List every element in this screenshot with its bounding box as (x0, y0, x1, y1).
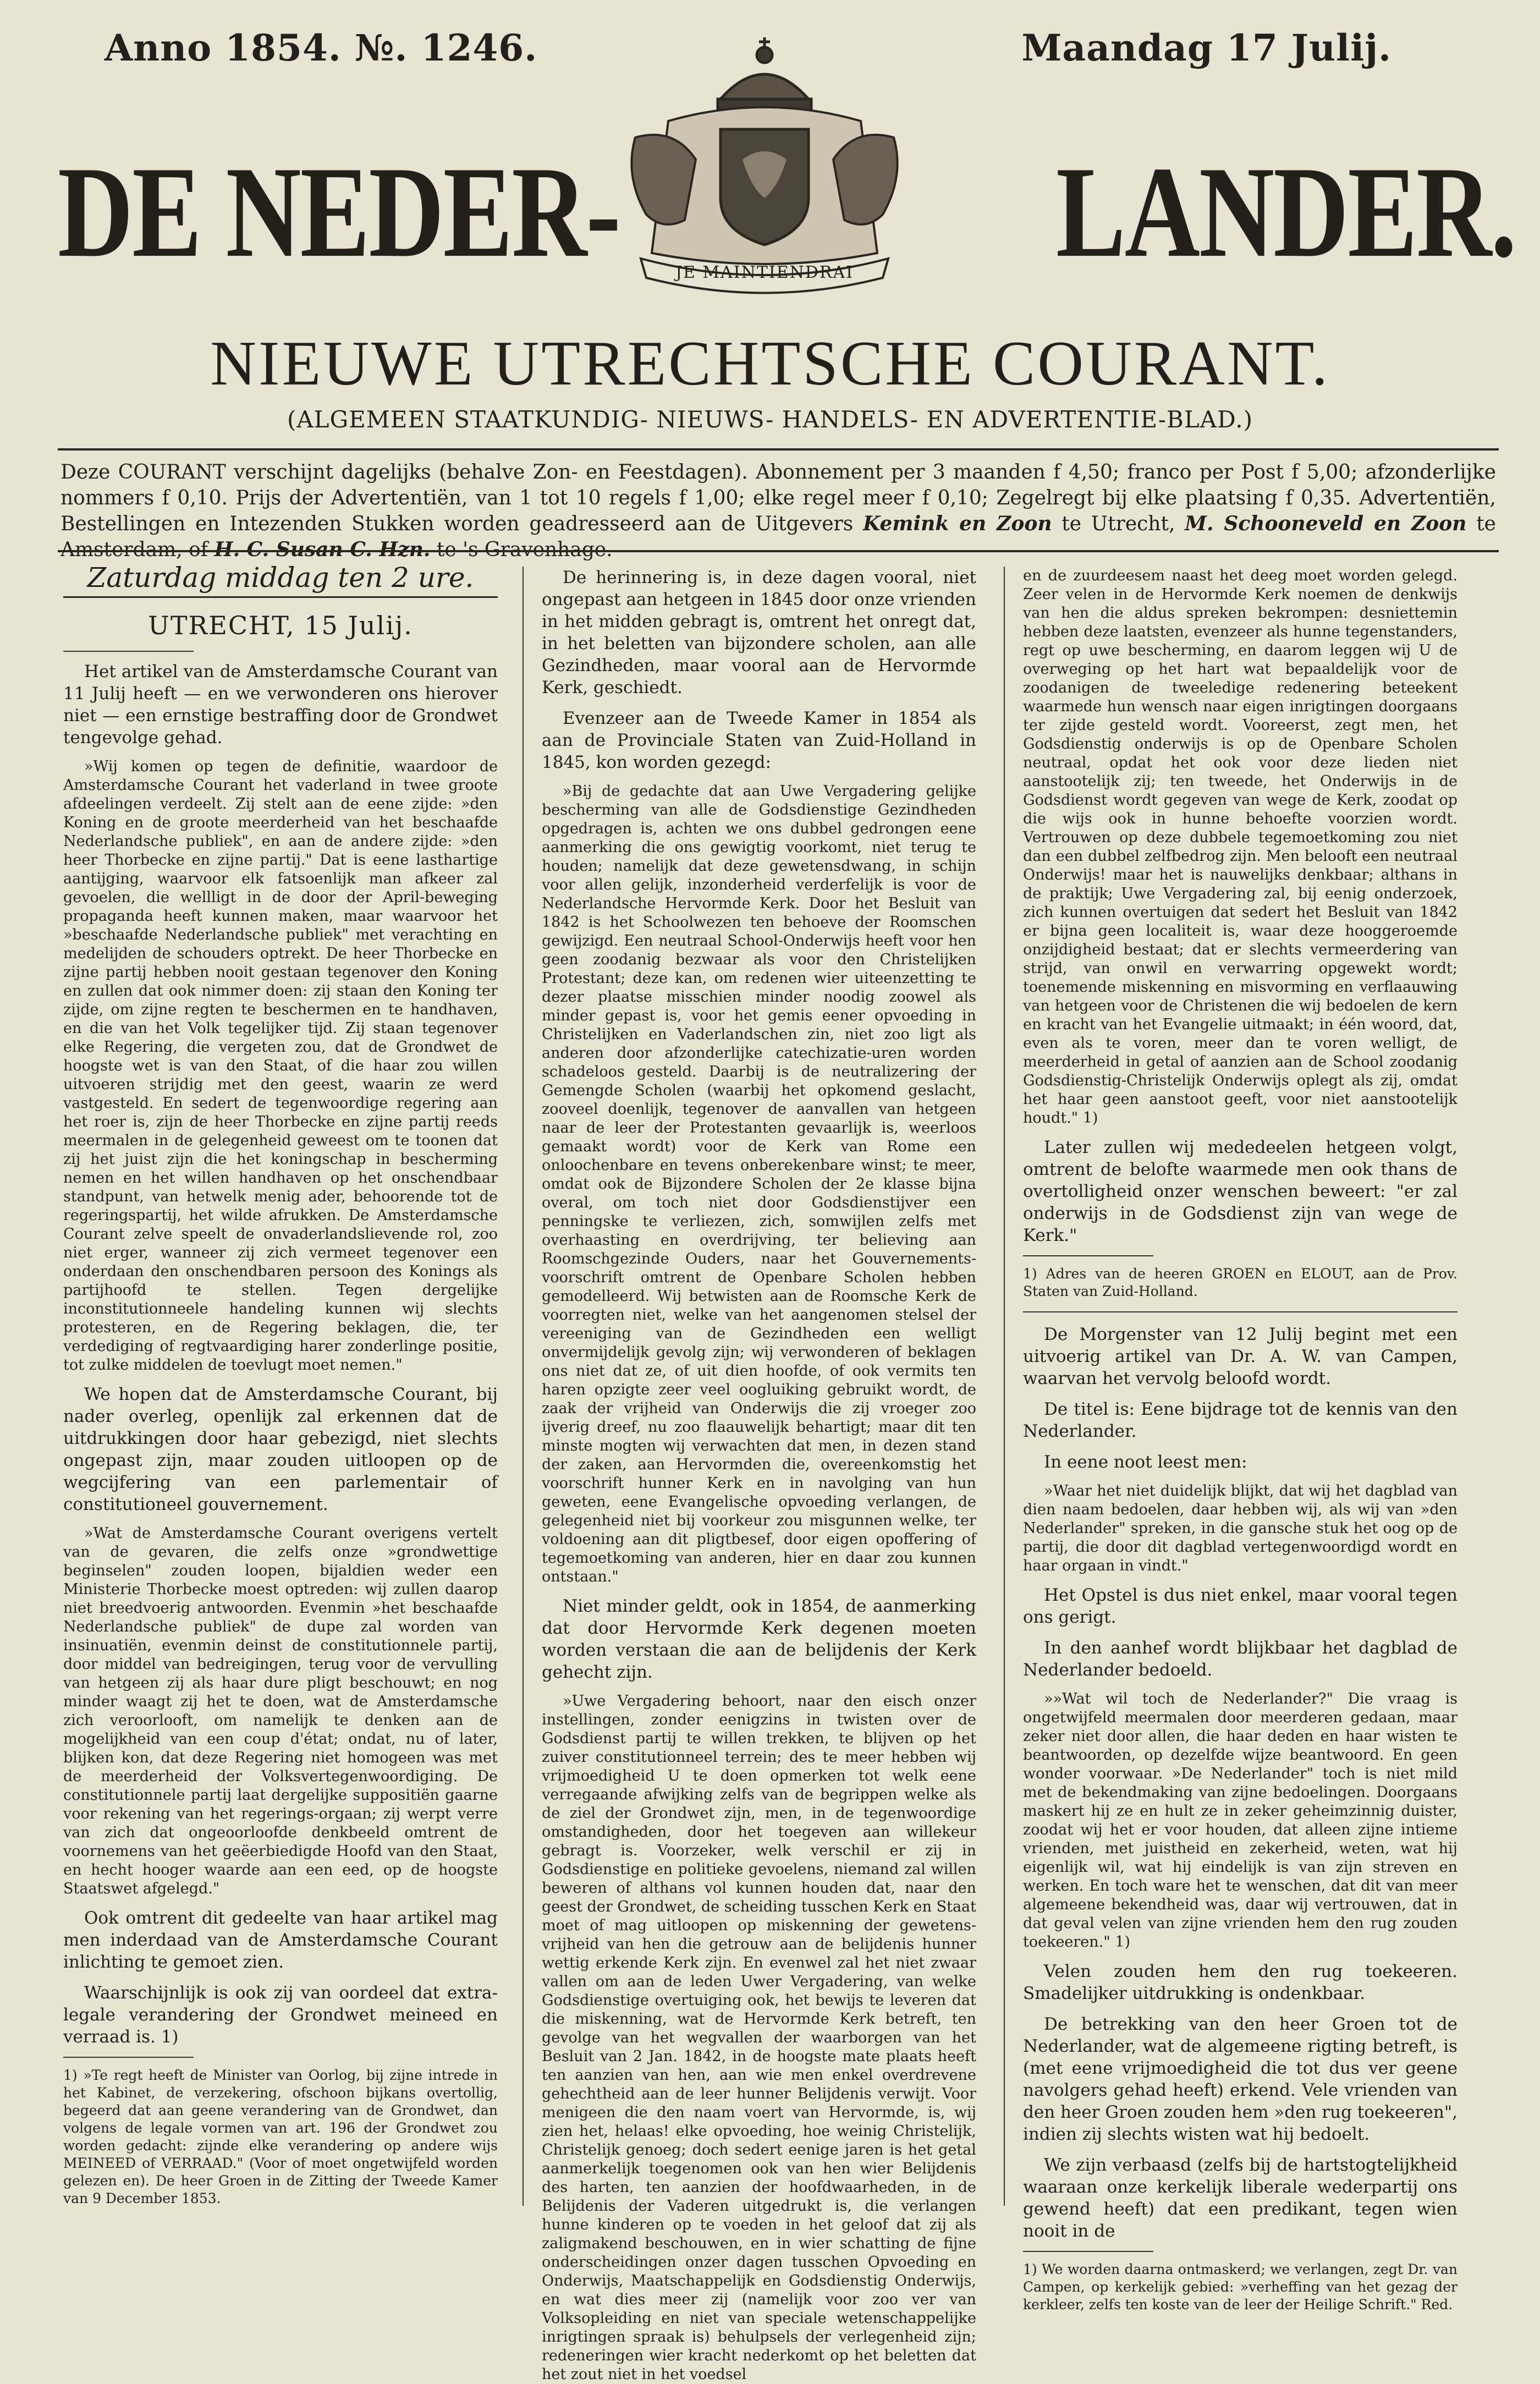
quote: »Wat de Amsterdamsche Courant overigens vertelt van de gevaren, die zelfs onze »grondwettige beginselen" zouden loopen, bijaldien weder een Ministerie Thorbecke moest optreden: wij zullen daarop niet breedvoerig antwoorden. Evenmin »het beschaafde Nederlandsche publiek" de dupe zal worden van insinuatiën, evenmin deinst de constitutionnele partij, door middel van bedreigingen, terug voor de vervulling van hetgeen zij als haar dure pligt beschouwt; en nog minder waagt zij het te doen, wat de Amsterdamsche zich veroorlooft, om namelijk te denken aan de mogelijkheid van een coup d'état; ondat, nu of later, blijken kon, dat deze Regering niet homogeen was met de meerderheid der Volksvertegenwoordiging. De constitutionnele partij laat dergelijke suppositiën gaarne voor rekening van het regerings-orgaan; zij werpt verre van zich dat ongeoorloofde denkbeeld omtrent de voornemens van het geëerbiedigde Hoofd van den Staat, en hecht hooger waarde aan een eed, op de hoogste Staatswet afgelegd." (63, 1525, 498, 1897)
divider (63, 651, 194, 652)
divider (1023, 2251, 1153, 2252)
paragraph: De titel is: Eene bijdrage tot de kennis van den Nederlander. (1023, 1399, 1458, 1441)
paragraph: Het artikel van de Amsterdamsche Courant van 11 Julij heeft — en we verwonderen ons hierover niet — een ernstige bestraffing door de Grondwet tengevolge gehad. (63, 662, 498, 748)
paragraph: De betrekking van den heer Groen tot de Nederlander, wat de algemeene rigting betreft, is (met eene vrijmoedigheid die tot dus ver geene navolgers gehad heeft) erkend. Vele vrienden van den heer Groen zouden hem »den rug toekeeren", indien zij slechts wisten wat hij bedoelt. (1023, 2014, 1458, 2144)
coat-of-arms-icon (602, 33, 927, 292)
quote: »Waar het niet duidelijk blijkt, dat wij het dagblad van dien naam bedoelen, daar hebben wij, als wij van »den Nederlander" spreken, in die gansche stuk het oog op de partij, die door dit dagblad vertegenwoordigd wordt en haar orgaan in vindt." (1023, 1482, 1458, 1574)
section-separator (1023, 1311, 1458, 1312)
paragraph: In den aanhef wordt blijkbaar het dagblad de Nederlander bedoeld. (1023, 1638, 1458, 1680)
edition-heading: Zaturdag middag ten 2 ure. (63, 567, 498, 598)
paragraph: Ook omtrent dit gedeelte van haar artikel mag men inderdaad van de Amsterdamsche Courant inlichting te gemoet zien. (63, 1908, 498, 1972)
column-divider (522, 567, 524, 2206)
paragraph: Velen zouden hem den rug toekeeren. Smadelijker uitdrukking is ondenkbaar. (1023, 1962, 1458, 2003)
quote: en de zuurdeesem naast het deeg moet worden gelegd. Zeer velen in de Hervormde Kerk noemen de denkwijs van hen die aldus spreken bekrompen: desniettemin hebben deze laatsten, evenzeer als hunne tegenstanders, regt op uwe bescherming, en daarom leggen wij U de overweging op het hart wat bepaaldelijk voor de zoodanigen de tweeledige redenering beteekent waarmede hun wensch naar eigen inrigtingen doorgaans ter zijde gesteld wordt. Vooreerst, zegt men, het Godsdienstig onderwijs is op de Openbare Scholen neutraal, opdat het ook voor deze lieden niet aanstootelijk zij; ten tweede, het Onderwijs in de Godsdienst wordt gegeven van wege de Kerk, zoodat op die wijs ook in hunne behoefte voorzien wordt. Vertrouwen op deze dubbele tegemoetkoming zou niet dan een dubbel zelfbedrog zijn. Men belooft een neutraal Onderwijs! maar het is nauwelijks denkbaar; althans in de praktijk; Uwe Vergadering zal, bij eenig onderzoek, zich kunnen overtuigen dat sedert het Besluit van 1842 er bijna geen localiteit is, waar deze hooggeroemde onzijdigheid bestaat; dat er slechts vermeerdering van strijd, van onwil en verwarring opgewekt wordt; toenemende miskenning en misvorming en verflaauwing van hetgeen voor de Christenen die wij bedoelen de kern en kracht van het Evangelie uitmaakt; in één woord, dat, even als te voren, meer dan te voren welligt, de meerderheid in getal of aanzien aan de School zoodanig Godsdienstig-Christelijk Onderwijs oplegt als zij, omdat het haar geen aanstoot geeft, voor niet aanstootelijk houdt." 1) (1023, 567, 1458, 1127)
paragraph: De Morgenster van 12 Julij begint met een uitvoerig artikel van Dr. A. W. van Campen, waarvan het vervolg beloofd wordt. (1023, 1325, 1458, 1388)
divider (63, 2057, 194, 2058)
dateline: UTRECHT, 15 Julij. (148, 611, 413, 640)
rule-bottom (58, 550, 1499, 552)
rule-top (58, 448, 1499, 451)
issue-number: Anno 1854. №. 1246. (105, 26, 538, 69)
paragraph: We hopen dat de Amsterdamsche Courant, bij nader overleg, openlijk zal erkennen dat de uitdrukkingen door haar gebezigd, niet slechts ongepast zijn, maar zouden uitloopen op de wegcijfering van een parlementair of constitutioneel gouvernement. (63, 1385, 498, 1514)
title-left: DE NEDER- (58, 140, 620, 285)
tagline: (ALGEMEEN STAATKUNDIG- NIEUWS- HANDELS- EN ADVERTENTIE-BLAD.) (287, 406, 1253, 433)
paragraph: We zijn verbaasd (zelfs bij de hartstogtelijkheid waaraan onze kerkelijk liberale wederpartij ons gewend heeft) dat een predikant, tegen wien nooit in de (1023, 2155, 1458, 2241)
divider (1023, 1255, 1153, 1256)
column-2 (542, 567, 976, 2383)
publisher-gravenhage: H. C. Susan C. Hzn. (214, 538, 431, 561)
title-right: LANDER. (1056, 140, 1516, 285)
paragraph: Evenzeer aan de Tweede Kamer in 1854 als aan de Provinciale Staten van Zuid-Holland in 1845, kon worden gezegd: (542, 708, 976, 772)
paragraph: Niet minder geldt, ook in 1854, de aanmerking dat door Hervormde Kerk degenen moeten worden verstaan die aan de belijdenis der Kerk gehecht zijn. (542, 1596, 976, 1682)
publisher-amsterdam: M. Schooneveld en Zoon (1185, 512, 1467, 535)
issue-date: Maandag 17 Julij. (1021, 26, 1392, 69)
footnote: 1) »Te regt heeft de Minister van Oorlog, bij zijne intrede in het Kabinet, de verzekering, ofschoon bijkans overtollig, begeerd dat aan geene verandering van de Grondwet, dan volgens de legale vormen van art. 196 der Grondwet zou worden gedacht: zijnde elke verandering op andere wijs MEINEED of VERRAAD." (Voor of moet ongetwijfeld worden gelezen en). De heer Groen in de Zitting der Tweede Kamer van 9 December 1853. (63, 2067, 498, 2206)
column-1 (63, 562, 498, 2206)
footnote: 1) We worden daarna ontmaskerd; we verlangen, zegt Dr. van Campen, op kerkelijk gebied: »verheffing van het gezag der kerkleer, zelfs ten koste van de leer der Heilige Schrift." Red. (1023, 2261, 1458, 2312)
paragraph: De herinnering is, in deze dagen vooral, niet ongepast aan hetgeen in 1845 door onze vrienden in het midden gebragt is, omtrent het onregt dat, in het beletten van bijzondere scholen, aan alle Gezindheden, maar vooral aan de Hervormde Kerk, geschiedt. (542, 568, 976, 697)
quote: »Bij de gedachte dat aan Uwe Vergadering gelijke bescherming van alle de Godsdienstige Gezindheden opgedragen is, achten we ons dubbel gedrongen eene aanmerking die ons gewigtig voorkomt, niet terug te houden; namelijk dat deze gewetensdwang, in schijn voor allen gelijk, inzonderheid verderfelijk is voor de Nederlandsche Hervormde Kerk. Door het Besluit van 1842 is het Schoolwezen ten behoeve der Roomschen gewijzigd. Een neutraal School-Onderwijs heeft voor hen geen zoodanig bezwaar als voor den Christelijken Protestant; deze kan, om redenen wier uiteenzetting te dezer plaatse misschien minder noodig zoowel als minder gepast is, voor het gemis eener opvoeding in Christelijken en Vaderlandschen zin, niet zoo ligt als anderen door afzonderlijke catechizatie-uren worden schadeloos gesteld. Daarbij is de neutralizering der Gemengde Scholen (waarbij het opkomend geslacht, zooveel doenlijk, tegenover de aanvallen van hetgeen naar de leer der Protestanten gevaarlijk is, weerloos gemaakt wordt) voor de Kerk van Rome een onloochenbare en tevens onberekenbare winst; te meer, omdat ook de Bijzondere Scholen der 2e klasse bijna overal, om toch niet door Godsdienstijver een penningske te verliezen, zich, somwijlen zelfs met overhaasting en overdrijving, ter believing aan Roomschgezinde Ouders, naar het Gouvernements-voorschrift omtrent de Openbare Scholen hebben gemodelleerd. Wij betwisten aan de Roomsche Kerk de voorregten niet, welke van het aangenomen stelsel der vereeniging van de Gezindheden een welligt onvermijdelijk gevolg zijn; wij verwonderen of beklagen ons niet dat ze, of uit dien hoofde, of ook vermits ten haren opzigte zeer veel oogluiking gebruikt wordt, de zaak der vrijheid van Onderwijs die zij vroeger zoo ijverig dreef, nu zoo flaauwelijk behartigt; maar dit ten minste mogten wij verwachten dat men, in dezen stand der zaken, aan Hervormden die, overeenkomstig het voorschrift hunner Kerk en in navolging van hun geweten, eene Evangelische opvoeding verlangen, de gelegenheid niet bij voorkeur zou misgunnen welke, ter voldoening aan dit pligtbesef, door eigen opoffering of tegemoetkoming van anderen, hier en daar zou kunnen ontstaan." (542, 783, 976, 1585)
subscription-notice: Deze COURANT verschijnt dagelijks (behalve Zon- en Feestdagen). Abonnement per 3 maanden f 4,50; franco per Post f 5,00; afzonderlijke nommers f 0,10. Prijs der Advertentiën, van 1 tot 10 regels f 1,00; elke regel meer f 0,10; Zegelregt bij elke plaatsing f 0,35. Advertentiën, Bestellingen en Intezenden Stukken worden geadresseerd aan de Uitgevers Kemink en Zoon te Utrecht, M. Schooneveld en Zoon te Amsterdam, of H. C. Susan C. Hzn. te 's Gravenhage. (61, 461, 1496, 561)
subtitle: NIEUWE UTRECHTSCHE COURANT. (210, 328, 1330, 399)
paragraph: Later zullen wij mededeelen hetgeen volgt, omtrent de belofte waarmede men ook thans de overtolligheid onzer wenschen beweert: "er zal onderwijs in de Godsdienst zijn van wege de Kerk." (1023, 1138, 1458, 1245)
paragraph: In eene noot leest men: (1044, 1452, 1247, 1472)
quote: »Wij komen op tegen de definitie, waardoor de Amsterdamsche Courant het vaderland in twee groote afdeelingen verdeelt. Zij stelt aan de eene zijde: »den Koning en de groote meerderheid van het beschaafde Nederlandsche publiek", en aan de andere zijde: »den heer Thorbecke en zijne partij." Dat is eene lasthartige aantijging, waarvoor elk fatsoenlijk man afkeer zal gevoelen, die wellligt in de door der April-beweging propaganda heeft kunnen maken, maar waarvoor het »beschaafde Nederlandsche publiek" met verachting en medelijden de schouders optrekt. De heer Thorbecke en zijne partij hebben nooit gestaan tegenover den Koning en zullen dat ook nimmer doen: zij staan den Koning ter zijde, om zijne regten te beschermen en te handhaven, en die van het Volk tegelijker tijd. Zij staan tegenover elke Regering, die vergeten zou, dat de Grondwet de hoogste wet is van den Staat, of die haar zou willen uitvoeren strijdig met den geest, waarin ze werd vastgesteld. En sedert de tegenwoordige regering aan het roer is, zijn de heer Thorbecke en zijne partij reeds meermalen in de gelegenheid geweest om te toonen dat zij het juist zijn die het koningschap in bescherming nemen en het willen handhaven op het onschendbaar standpunt, van hetwelk menig ader, behoorende tot de regeringspartij, het wilde afrukken. De Amsterdamsche Courant zelve speelt de onvaderlandslievende rol, zoo niet erger, wanneer zij zich vermeet tegenover een onderdaan den onschendbaren persoon des Konings als partijhoofd te stellen. Tegen dergelijke inconstitutionneele handeling kunnen wij slechts protesteren, en de Regering beklagen, die, ter verdediging of regtvaardiging harer zonderlinge positie, tot zulke middelen de toevlugt moet nemen." (63, 758, 498, 1374)
publisher-utrecht: Kemink en Zoon (863, 512, 1052, 535)
paragraph: Het Opstel is dus niet enkel, maar vooral tegen ons gerigt. (1023, 1585, 1458, 1627)
column-3 (1023, 567, 1458, 2312)
quote: »»Wat wil toch de Nederlander?" Die vraag is ongetwijfeld meermalen door meerderen gedaan, maar zeker niet door allen, die haar deden en haar wisten te beantwoorden, op dezelfde wijze beantwoord. En geen wonder voorwaar. »De Nederlander" toch is niet mild met de bekendmaking van zijne bedoelingen. Doorgaans maskert hij ze en hult ze in zeker geheimzinnig duister, zoodat wij het er voor houden, dat alleen zijne intieme vrienden, met juistheid en zekerheid, weten, wat hij eigenlijk wil, wat hij eindelijk is van zijn streven en werken. En toch ware het te wenschen, dat dit van meer algemeene bekendheid was, daar wij vertrouwen, dat in dat geval velen van zijne vrienden hem den rug zouden toekeeren." 1) (1023, 1690, 1458, 1951)
quote: »Uwe Vergadering behoort, naar den eisch onzer instellingen, zonder eenigzins in twisten over de Godsdienst partij te willen trekken, te blijven op het zuiver constitutionneel terrein; des te meer hebben wij vrijmoedigheid U te doen opmerken tot welk eene verregaande afwijking zelfs van de begrippen welke als de ziel der Grondwet zijn, men, in de tegenwoordige omstandigheden, door het toegeven aan willekeur gebragt is. Voorzeker, welk verschil er zij in Godsdienstige en politieke gevoelens, niemand zal willen beweren of althans vol kunnen houden dat, naar den geest der Grondwet, de scheiding tusschen Kerk en Staat moet of mag uitloopen op miskenning der gewetens-vrijheid van hen die getrouw aan de belijdenis hunner wettig erkende Kerk zijn. En evenwel zal het niet zwaar vallen om aan de leden Uwer Vergadering, van welke Godsdienstige overtuiging ook, het bewijs te leveren dat die miskenning, wat de Hervormde Kerk betreft, ten gevolge van het wegvallen der waarborgen van het Besluit van 2 Jan. 1842, in de hoogste mate plaats heeft ten aanzien van hen, aan wie men enkel overdrevene gehechtheid aan de leer hunner Belijdenis verwijt. Voor menigeen die den naam voert van Hervormde, is, wij zien het, helaas! elke opvoeding, hoe weinig Christelijk, Christelijk genoeg; doch sedert eenige jaren is het getal aanmerkelijk toegenomen ook van hen wier Belijdenis des harten, ten aanzien der hoofdwaarheden, in de Belijdenis der Vaderen uitgedrukt is, die verlangen hunne kinderen op te voeden in het geloof dat zij als zaligmakend beschouwen, en in wier schatting de fijne onderscheidingen onzer dagen tusschen Opvoeding en Onderwijs, Maatschappelijk en Godsdienstig Onderwijs, en wat dies meer zij (namelijk voor zoo ver van Volksopleiding en niet van speciale wetenschappelijke inrigtingen spraak is) behulpsels der verlegenheid zijn; redeneringen wier kracht nederkomt op het beletten dat het zout niet in het voedsel (542, 1693, 976, 2383)
footnote: 1) Adres van de heeren GROEN en ELOUT, aan de Prov. Staten van Zuid-Holland. (1023, 1266, 1458, 1299)
paragraph: Waarschijnlijk is ook zij van oordeel dat extra-legale verandering der Grondwet meineed en verraad is. 1) (63, 1983, 498, 2047)
svg-text:JE MAINTIENDRAI: JE MAINTIENDRAI (675, 263, 854, 282)
column-divider (1004, 567, 1005, 2206)
